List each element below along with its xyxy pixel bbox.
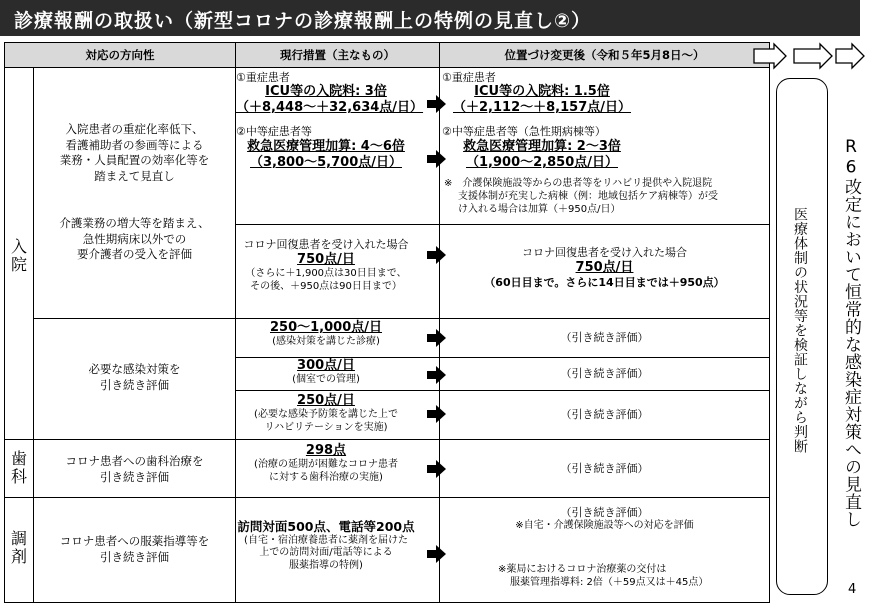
after-recovery-note: （60日目まで。さらに14日目までは＋950点） bbox=[484, 276, 725, 289]
current-pharm-note1: (自宅・宿泊療養患者に薬剤を届けた bbox=[244, 534, 408, 546]
after-continue-1: （引き続き評価） bbox=[560, 331, 649, 344]
current-pharm-block bbox=[236, 519, 416, 572]
current-moderate-block bbox=[236, 139, 416, 172]
current-severe-label: ①重症患者 bbox=[236, 71, 290, 84]
header-arrows bbox=[740, 42, 870, 70]
after-pharm-note2: ※薬局におけるコロナ治療薬の交付は bbox=[498, 564, 667, 575]
current-dental-points: 298点 bbox=[305, 443, 347, 458]
current-dental-note1: (治療の延期が困難なコロナ患者 bbox=[254, 459, 398, 471]
after-pharm-note3: 服薬管理指導料: 2倍（＋59点又は＋45点） bbox=[510, 577, 709, 588]
current-pharm-note3: 服薬指導の特例) bbox=[289, 559, 363, 571]
after-severe-block bbox=[442, 84, 642, 117]
current-moderate-points: （3,800～5,700点/日） bbox=[250, 155, 402, 171]
verify-box-text: 医療体制の状況等を検証しながら判断 bbox=[792, 207, 808, 454]
current-recovery-points: 750点/日 bbox=[297, 251, 355, 267]
r6-text: R6改定において恒常的な感染症対策への見直し bbox=[841, 137, 861, 528]
current-recovery-note1: （さらに＋1,900点は30日目まで、 bbox=[245, 268, 407, 279]
current-recovery-title: コロナ回復患者を受け入れた場合 bbox=[243, 238, 409, 251]
section-chozai-label: 調剤 bbox=[11, 529, 28, 566]
after-severe-label: ①重症患者 bbox=[442, 71, 496, 84]
page-title: 診療報酬の取扱い（新型コロナの診療報酬上の特例の見直し②） bbox=[14, 10, 592, 32]
after-pharm-note-block bbox=[498, 563, 708, 589]
after-continue-4: （引き続き評価） bbox=[560, 462, 649, 475]
arrow-right-icon bbox=[427, 545, 447, 563]
current-moderate-main: 救急医療管理加算: 4～6倍 bbox=[247, 139, 405, 154]
after-note2: 支援体制が充実した病棟（例：地域包括ケア病棟等）が受 bbox=[458, 191, 718, 202]
after-severe-main: ICU等の入院料: 1.5倍 bbox=[474, 84, 610, 99]
page-number: 4 bbox=[848, 582, 857, 597]
direction-cell-1 bbox=[33, 67, 236, 319]
current-severe-main: ICU等の入院料: 3倍 bbox=[265, 84, 387, 99]
direction-text-4: コロナ患者への歯科治療を 引き続き評価 bbox=[65, 454, 204, 484]
arrow-right-icon bbox=[427, 460, 447, 478]
direction-text-2: 介護業務の増大等を踏まえ、 急性期病床以外での 要介護者の受入を評価 bbox=[59, 216, 210, 262]
current-inf2-points: 300点/日 bbox=[297, 358, 355, 373]
arrow-right-icon bbox=[427, 95, 447, 113]
current-recovery-block bbox=[236, 238, 416, 293]
after-recovery-points: 750点/日 bbox=[575, 259, 634, 275]
after-moderate-label: ②中等症患者等（急性期病棟等） bbox=[442, 125, 606, 138]
current-inf2-block bbox=[236, 358, 416, 387]
after-note-block bbox=[444, 177, 718, 216]
section-nyuin-label: 入院 bbox=[11, 237, 28, 274]
current-dental-note2: に対する歯科治療の実施) bbox=[269, 471, 383, 483]
header-after: 位置づけ変更後（令和５年5月8日～） bbox=[439, 42, 770, 68]
after-pharm-block bbox=[440, 506, 769, 532]
header-direction: 対応の方向性 bbox=[4, 42, 236, 68]
current-dental-block bbox=[236, 443, 416, 484]
after-note3: け入れる場合は加算（＋950点/日） bbox=[458, 204, 621, 215]
arrow-right-icon bbox=[427, 366, 447, 384]
current-inf3-note1: (必要な感染予防策を講じた上で bbox=[254, 409, 398, 421]
current-inf3-note2: リハビリテーションを実施) bbox=[264, 421, 388, 433]
after-moderate-points: （1,900～2,850点/日） bbox=[466, 155, 618, 171]
direction-text-5: コロナ患者への服薬指導等を 引き続き評価 bbox=[59, 534, 210, 564]
after-pharm-continue: （引き続き評価） bbox=[560, 506, 649, 519]
current-inf3-points: 250点/日 bbox=[297, 393, 355, 408]
after-moderate-block bbox=[442, 139, 642, 172]
current-severe-points: （＋8,448～＋32,634点/日） bbox=[236, 100, 424, 116]
current-pharm-main: 訪問対面500点、電話等200点 bbox=[237, 519, 415, 534]
current-inf1-points: 250～1,000点/日 bbox=[269, 320, 382, 335]
arrow-right-icon bbox=[427, 329, 447, 347]
after-recovery-title: コロナ回復患者を受け入れた場合 bbox=[522, 246, 687, 259]
after-pharm-note1: ※自宅・介護保険施設等への対応を評価 bbox=[515, 519, 694, 531]
section-shika-label: 歯科 bbox=[11, 449, 28, 486]
current-inf1-note: (感染対策を講じた診療) bbox=[272, 336, 380, 348]
after-moderate-main: 救急医療管理加算: 2～3倍 bbox=[463, 139, 621, 154]
current-inf2-note: (個室での管理) bbox=[292, 374, 360, 386]
arrow-right-icon bbox=[427, 150, 447, 168]
arrow-right-icon bbox=[427, 405, 447, 423]
after-continue-3: （引き続き評価） bbox=[560, 408, 649, 421]
after-recovery-block bbox=[440, 246, 769, 290]
current-moderate-label: ②中等症患者等 bbox=[236, 125, 312, 138]
title-bar bbox=[0, 0, 860, 36]
direction-text-3: 必要な感染対策を 引き続き評価 bbox=[88, 362, 181, 392]
current-severe-block bbox=[236, 84, 424, 117]
current-recovery-note2: その後、＋950点は90日目まで） bbox=[250, 280, 402, 292]
current-inf3-block bbox=[236, 393, 416, 434]
after-continue-2: （引き続き評価） bbox=[560, 367, 649, 380]
after-severe-points: （＋2,112～＋8,157点/日） bbox=[453, 100, 631, 116]
after-note1: ※ 介護保険施設等からの患者等をリハビリ提供や入院退院 bbox=[444, 178, 713, 189]
current-pharm-note2: 上での訪問対面/電話等による bbox=[259, 547, 393, 559]
current-inf1-block bbox=[236, 320, 416, 349]
direction-text-1: 入院患者の重症化率低下、 看護補助者の参画等による 業務・人員配置の効率化等を 踏まえて見直し bbox=[59, 122, 210, 183]
arrow-right-icon bbox=[427, 246, 447, 264]
header-current: 現行措置（主なもの） bbox=[235, 42, 440, 68]
